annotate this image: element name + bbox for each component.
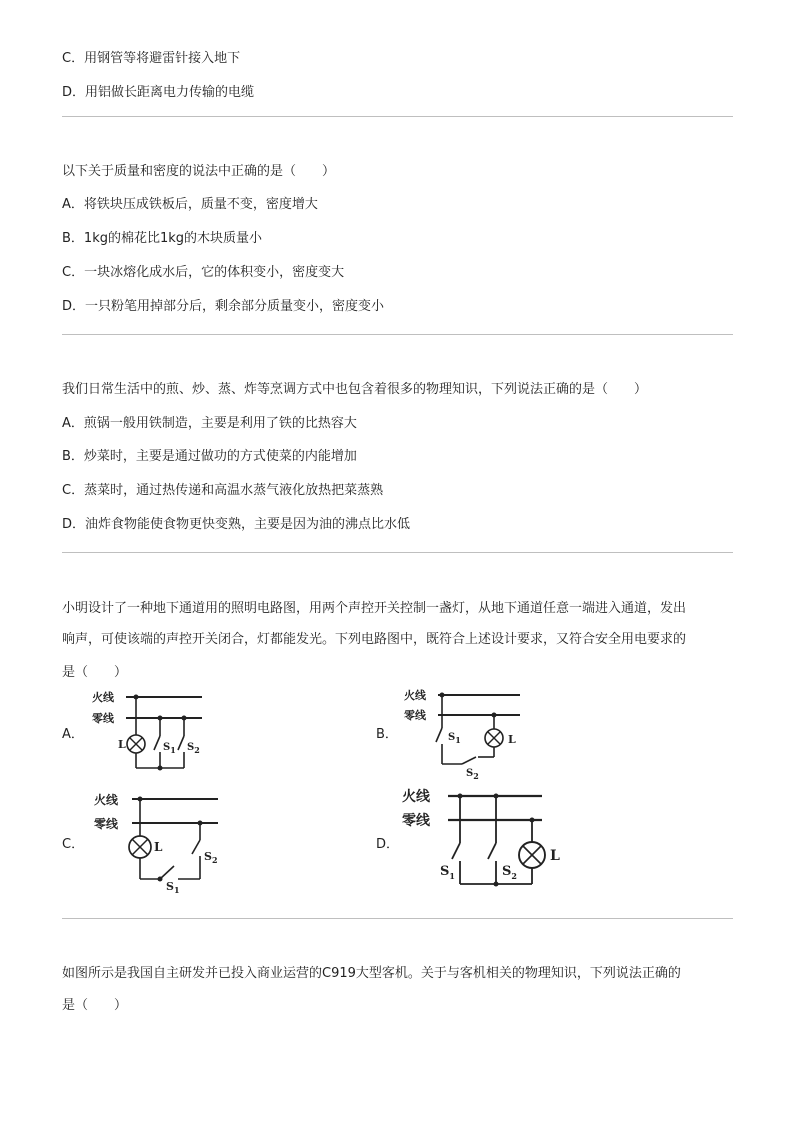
question-stem-line: 响声，可使该端的声控开关闭合，灯都能发光。下列电路图中，既符合上述设计要求，又符合安全用电要求的 bbox=[62, 632, 687, 647]
lamp-icon bbox=[127, 735, 145, 753]
option-c[interactable] bbox=[62, 479, 383, 498]
option-c-label[interactable]: C． bbox=[62, 837, 85, 852]
question-stem-line: 是（ ） bbox=[62, 998, 128, 1013]
question-stem-line: 如图所示是我国自主研发并已投入商业运营的C919大型客机。关于与客机相关的物理知识，下列说法正确的 bbox=[62, 966, 681, 981]
circuit-diagram-d[interactable] bbox=[400, 785, 570, 900]
switch-s2-label: $S_2$ bbox=[502, 864, 517, 881]
neutral-wire-label: 零线 bbox=[402, 813, 430, 829]
divider bbox=[62, 552, 733, 553]
circuit-diagram-b[interactable] bbox=[402, 686, 532, 781]
lamp-label: L bbox=[118, 738, 126, 751]
option-c[interactable] bbox=[62, 261, 344, 280]
neutral-wire-label: 零线 bbox=[94, 817, 119, 831]
option-label: D． bbox=[62, 517, 86, 532]
divider bbox=[62, 334, 733, 335]
option-text: 1kg的棉花比1kg的木块质量小 bbox=[83, 231, 263, 246]
circuit-diagram-c[interactable] bbox=[92, 788, 222, 898]
live-wire-label: 火线 bbox=[94, 793, 119, 807]
option-d[interactable] bbox=[62, 513, 410, 532]
option-label: D． bbox=[62, 85, 86, 100]
option-d[interactable] bbox=[62, 295, 384, 314]
switch-s1-label: $S_1$ bbox=[166, 880, 180, 895]
switch-s2-icon bbox=[178, 736, 184, 750]
question-stem-line: 是（ ） bbox=[62, 665, 128, 680]
option-text: 炒菜时，主要是通过做功的方式使菜的内能增加 bbox=[83, 449, 357, 464]
option-text: 用钢管等将避雷针接入地下 bbox=[84, 51, 241, 66]
option-text: 油炸食物能使食物更快变熟，主要是因为油的沸点比水低 bbox=[85, 517, 411, 532]
question-stem: 我们日常生活中的煎、炒、蒸、炸等烹调方式中也包含着很多的物理知识，下列说法正确的是（ ） bbox=[62, 382, 648, 397]
option-label: B． bbox=[62, 231, 84, 246]
switch-s2-icon bbox=[192, 840, 200, 854]
switch-s1-label: $S_1$ bbox=[163, 742, 176, 755]
option-a[interactable] bbox=[62, 193, 318, 212]
live-wire-label: 火线 bbox=[404, 689, 426, 702]
switch-s2-icon bbox=[462, 757, 476, 764]
lamp-icon bbox=[485, 729, 503, 747]
lamp-label: L bbox=[508, 733, 516, 746]
neutral-wire-label: 零线 bbox=[92, 712, 114, 725]
option-label: C． bbox=[62, 51, 85, 66]
option-text: 一块冰熔化成水后，它的体积变小，密度变大 bbox=[84, 265, 345, 280]
neutral-wire-label: 零线 bbox=[404, 709, 426, 722]
switch-s2-label: $S_2$ bbox=[466, 768, 479, 781]
switch-s2-label: $S_2$ bbox=[187, 742, 200, 755]
question-stem: 以下关于质量和密度的说法中正确的是（ ） bbox=[62, 164, 336, 179]
prev-option-c[interactable] bbox=[62, 47, 240, 66]
option-b[interactable] bbox=[62, 227, 262, 246]
switch-s2-icon bbox=[488, 843, 496, 859]
option-a[interactable] bbox=[62, 412, 357, 431]
divider bbox=[62, 116, 733, 117]
prev-option-d[interactable] bbox=[62, 81, 254, 100]
live-wire-label: 火线 bbox=[92, 691, 114, 704]
switch-s1-label: $S_1$ bbox=[440, 864, 455, 881]
option-label: C． bbox=[62, 483, 85, 498]
live-wire-label: 火线 bbox=[402, 789, 430, 805]
option-label: B． bbox=[62, 449, 84, 464]
option-label: D． bbox=[62, 299, 86, 314]
switch-s2-label: $S_2$ bbox=[204, 850, 218, 865]
option-label: A． bbox=[62, 197, 84, 212]
divider bbox=[62, 918, 733, 919]
option-b-label[interactable]: B． bbox=[376, 727, 398, 742]
lamp-icon bbox=[519, 842, 545, 868]
option-text: 一只粉笔用掉部分后，剩余部分质量变小，密度变小 bbox=[85, 299, 385, 314]
switch-s1-icon bbox=[436, 728, 442, 742]
switch-s1-icon bbox=[154, 736, 160, 750]
option-d-label[interactable]: D． bbox=[376, 837, 400, 852]
lamp-icon bbox=[129, 836, 151, 858]
option-text: 用铝做长距离电力传输的电缆 bbox=[85, 85, 255, 100]
option-text: 将铁块压成铁板后，质量不变，密度增大 bbox=[83, 197, 318, 212]
option-label: C． bbox=[62, 265, 85, 280]
switch-s1-label: $S_1$ bbox=[448, 732, 461, 745]
option-b[interactable] bbox=[62, 445, 357, 464]
question-stem-line: 小明设计了一种地下通道用的照明电路图，用两个声控开关控制一盏灯，从地下通道任意一端进入通道，发出 bbox=[62, 601, 687, 616]
circuit-diagram-a[interactable] bbox=[90, 688, 210, 778]
lamp-label: L bbox=[154, 840, 163, 854]
option-a-label[interactable]: A． bbox=[62, 727, 84, 742]
switch-s1-icon bbox=[452, 843, 460, 859]
switch-s1-icon bbox=[160, 866, 174, 879]
option-text: 煎锅一般用铁制造，主要是利用了铁的比热容大 bbox=[83, 416, 357, 431]
option-label: A． bbox=[62, 416, 84, 431]
lamp-label: L bbox=[550, 848, 560, 864]
option-text: 蒸菜时，通过热传递和高温水蒸气液化放热把菜蒸熟 bbox=[84, 483, 384, 498]
